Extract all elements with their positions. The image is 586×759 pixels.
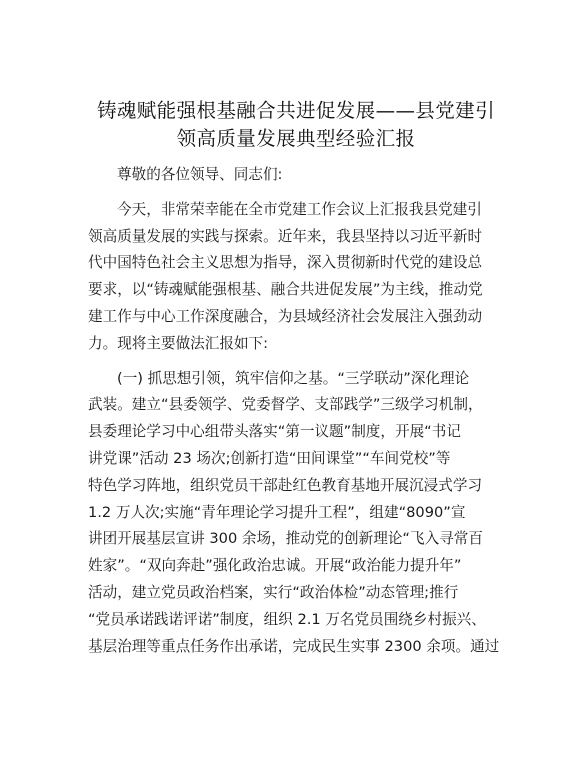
title-line: 铸魂赋能强根基融合共进促发展——县党建引: [96, 99, 495, 122]
paragraph-line: (一) 抓思想引领，筑牢信仰之基。“三学联动”深化理论: [117, 369, 470, 387]
document-title: [70, 97, 522, 153]
paragraph-line: 代中国特色社会主义思想为指导，深入贯彻新时代党的建设总: [88, 254, 483, 272]
paragraph-line: 建工作与中心工作深度融合，为县域经济社会发展注入强劲动: [88, 307, 483, 325]
document-body: [88, 162, 506, 660]
paragraph-line: 姓家”。“双向奔赴”强化政治忠诚。开展“政治能力提升年”: [88, 557, 462, 575]
paragraph-line: 基层治理等重点任务作出承诺，完成民生实事 2300 余项。通过: [88, 637, 500, 655]
paragraph-line: 1.2 万人次;实施“青年理论学习提升工程”，组建“8090”宣: [88, 503, 466, 521]
salutation: 尊敬的各位领导、同志们:: [117, 166, 283, 183]
paragraph-line: 武装。建立“县委领学、党委督学、支部践学”三级学习机制，: [88, 396, 483, 414]
paragraph-line: 讲党课”活动 23 场次;创新打造“田间课堂”“车间党校”等: [88, 449, 451, 467]
paragraph-line: 县委理论学习中心组带头落实“第一议题”制度，开展“书记: [88, 423, 461, 441]
paragraph-line: 领高质量发展的实践与探索。近年来，我县坚持以习近平新时: [88, 227, 483, 245]
paragraph-line: 力。现将主要做法汇报如下:: [88, 334, 269, 352]
paragraph-line: 特色学习阵地，组织党员干部赴红色教育基地开展沉浸式学习: [88, 476, 483, 494]
paragraph-line: 今天，非常荣幸能在全市党建工作会议上汇报我县党建引: [117, 200, 482, 218]
paragraph-line: “党员承诺践诺评诺”制度，组织 2.1 万名党员围绕乡村振兴、: [88, 610, 486, 628]
paragraph-line: 要求，以“铸魂赋能强根基、融合共进促发展”为主线，推动党: [88, 281, 483, 299]
title-line: 领高质量发展典型经验汇报: [176, 127, 416, 150]
paragraph-line: 活动，建立党员政治档案，实行“政治体检”动态管理;推行: [88, 583, 459, 601]
paragraph-section-1: [88, 366, 506, 661]
paragraph-intro: [88, 197, 506, 358]
paragraph-line: 讲团开展基层宣讲 300 余场，推动党的创新理论“飞入寻常百: [88, 530, 483, 548]
